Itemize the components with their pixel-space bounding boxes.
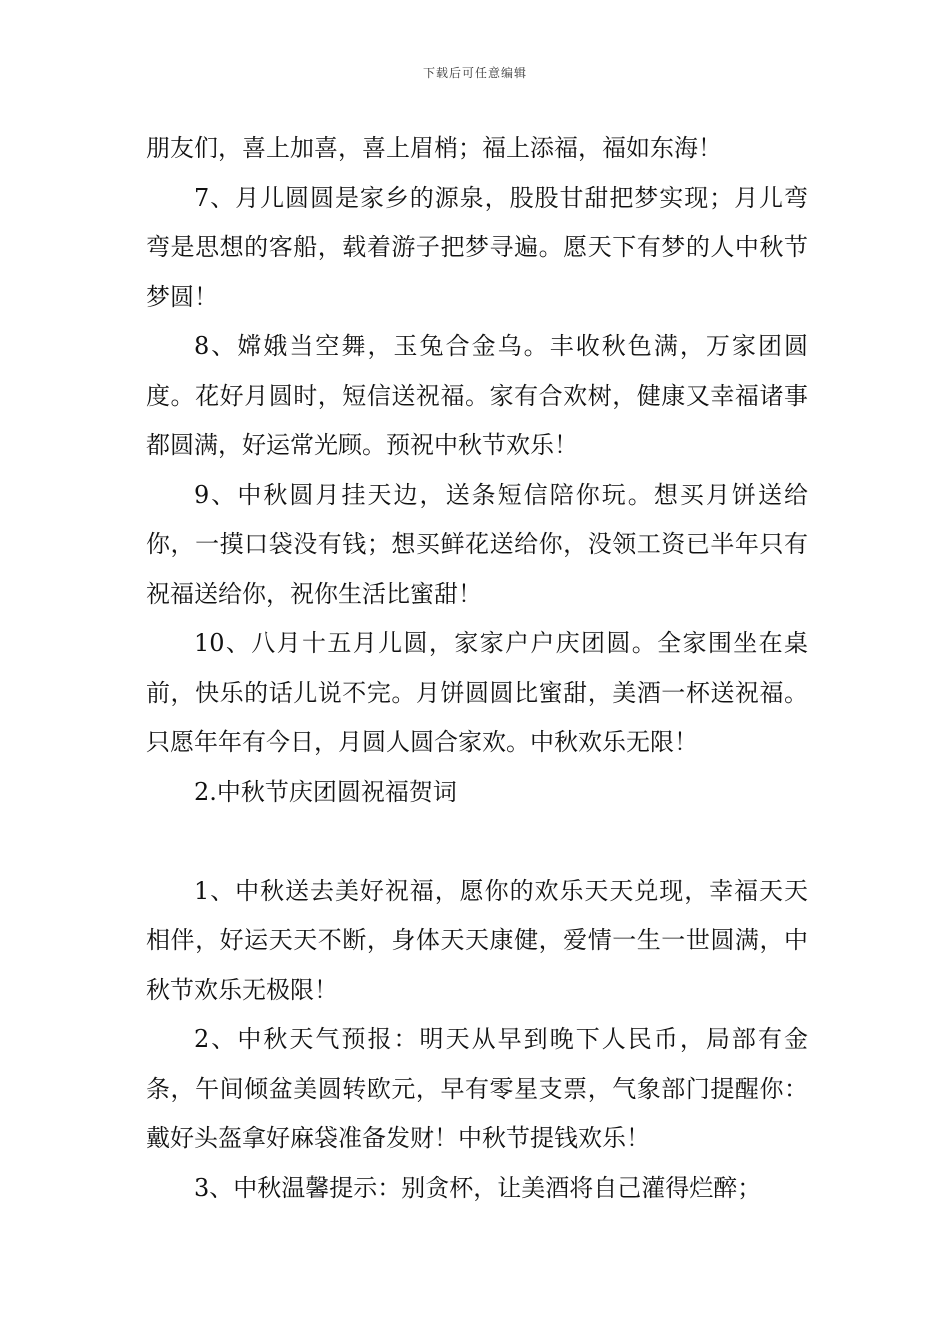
paragraph-item-3: 3、中秋温馨提示：别贪杯，让美酒将自己灌得烂醉；: [194, 1173, 762, 1202]
paragraph-item-8: 8、嫦娥当空舞，玉兔合金乌。丰收秋色满，万家团圆度。花好月圆时，短信送祝福。家有合欢树，健康又幸福诸事都圆满，好运常光顾。预祝中秋节欢乐！: [146, 332, 808, 459]
paragraph-item-1: 1、中秋送去美好祝福，愿你的欢乐天天兑现，幸福天天相伴，好运天天不断，身体天天康健，爱情一生一世圆满，中秋节欢乐无极限！: [146, 876, 808, 1004]
paragraph-item-10: 10、八月十五月儿圆，家家户户庆团圆。全家围坐在桌前，快乐的话儿说不完。月饼圆圆比蜜甜，美酒一杯送祝福。只愿年年有今日，月圆人圆合家欢。中秋欢乐无限！: [146, 629, 808, 756]
paragraph-item-9: 9、中秋圆月挂天边，送条短信陪你玩。想买月饼送给你，一摸口袋没有钱；想买鲜花送给你，没领工资已半年只有祝福送给你，祝你生活比蜜甜！: [146, 480, 808, 608]
page-header-note: 下载后可任意编辑: [422, 66, 527, 80]
paragraph-item-7: 7、月儿圆圆是家乡的源泉，股股甘甜把梦实现；月儿弯弯是思想的客船，载着游子把梦寻遍。愿天下有梦的人中秋节梦圆！: [146, 183, 808, 311]
paragraph-item-2: 2、中秋天气预报：明天从早到晚下人民币，局部有金条，午间倾盆美圆转欧元，早有零星支票，气象部门提醒你：戴好头盔拿好麻袋准备发财！中秋节提钱欢乐！: [146, 1025, 808, 1152]
document-body: [146, 124, 808, 1213]
section-heading: 2.中秋节庆团圆祝福贺词: [194, 777, 457, 806]
paragraph-continuation: 朋友们，喜上加喜，喜上眉梢；福上添福，福如东海！: [146, 134, 722, 162]
blank-line: [146, 817, 808, 867]
